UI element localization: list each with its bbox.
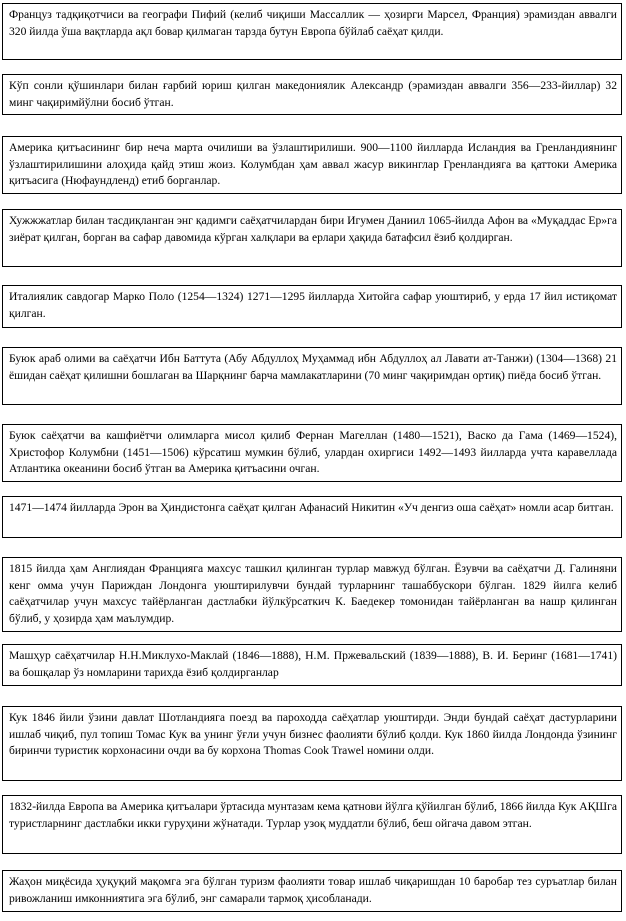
fact-box (2, 496, 622, 538)
fact-box (2, 209, 622, 267)
fact-box (2, 347, 622, 405)
fact-text: Жаҳон миқёсида ҳуқуқий мақомга эга бўлган туризм фаолияти товар ишлаб чиқаришдан 10 баробар тез суръатлар билан ривожланиш имконниятига эга бўлиб, энг самарали тармоқ ҳисобланади. (9, 875, 617, 905)
fact-box (2, 3, 622, 60)
fact-box (2, 557, 622, 632)
fact-box (2, 285, 622, 328)
fact-box (2, 424, 622, 482)
fact-text: 1815 йилда ҳам Англиядан Францияга махсус ташкил қилинган турлар мавжуд бўлган. Ёзувчи ва саёҳатчи Д. Галиняни кенг омма учун Париждан Лондонга уюштирилувчи бундай турларнинг ташаббускори бўлган. 1829 йилга келиб саёҳатчилар учун махсус тайёрланган дастлабки йўлкўрсаткич К. Баедекер томонидан тайёрланган ва нашр қилинган бўлиб, у ҳозирда ҳам маълумдир. (9, 562, 617, 625)
fact-text: Машҳур саёҳатчилар Н.Н.Миклухо-Маклай (1846—1888), Н.М. Пржевальский (1839—1888), В. И. Беринг (1681—1741) ва бошқалар ўз номларини тарихда ёзиб қолдирганлар (9, 649, 617, 679)
fact-box (2, 644, 622, 686)
fact-text: Француз тадқиқотчиси ва географи Пифий (келиб чиқиши Массаллик — ҳозирги Марсел, Франция) эрамиздан аввалги 320 йилда ўша вақтларда ақл бовар қилмаган тарзда бутун Европа бўйлаб саёҳат қилди. (9, 8, 617, 38)
fact-text: Кўп сонли қўшинлари билан ғарбий юриш қилган македониялик Александр (эрамиздан аввалги 356—233-йиллар) 32 минг чақиримйўлни босиб ўтган. (9, 79, 617, 109)
fact-text: Италиялик савдогар Марко Поло (1254—1324) 1271—1295 йилларда Хитойга сафар уюштириб, у ерда 17 йил истиқомат қилган. (9, 290, 617, 320)
fact-box (2, 870, 622, 912)
fact-text: Америка қитъасининг бир неча марта очилиши ва ўзлаштирилиши. 900—1100 йилларда Исландия ва Гренландиянинг ўзлаштирилишини алоҳида қайд этиш жоиз. Колумбдан ҳам аввал жасур викинглар Гренландияга ва қаттоки Америка қитъасига (Нюфаундленд) етиб борганлар. (9, 141, 617, 188)
fact-text: Хужжжатлар билан тасдиқланган энг қадимги саёҳатчилардан бири Игумен Даниил 1065-йилда Афон ва «Муқаддас Ер»га зиёрат қилган, борган ва сафар давомида кўрган халқлари ва ерлари ҳақида батафсил ёзиб қолдирган. (9, 214, 617, 244)
fact-box (2, 706, 622, 781)
fact-text: 1471—1474 йилларда Эрон ва Ҳиндистонга саёҳат қилган Афанасий Никитин «Уч денгиз оша саёҳат» номли асар битган. (9, 501, 614, 514)
fact-text: Кук 1846 йили ўзини давлат Шотландияга поезд ва пароходда саёҳатлар уюштирди. Энди бундай саёҳат дастурларини ишлаб чиқиб, пул топиш Томас Кук ва унинг ўғли учун бизнес фаолияти бўлиб қолди. Кук 1860 йилда Лондонда ўзининг биринчи туристик корхонасини очди ва бу корхона Thomas Cook Trawel номини олди. (9, 711, 617, 758)
fact-text: Буюк араб олими ва саёҳатчи Ибн Баттута (Абу Абдуллоҳ Муҳаммад ибн Абдуллоҳ ал Лавати ат-Танжи) (1304—1368) 21 ёшидан саёҳат қилишни бошлаган ва Шарқнинг барча мамлакатларини (70 минг чақиримдан ортиқ) пиёда босиб ўтган. (9, 352, 617, 382)
fact-text: 1832-йилда Европа ва Америка қитъалари ўртасида мунтазам кема қатнови йўлга қўйилган бўлиб, 1866 йилда Кук АҚШга туристларнинг дастлабки икки гуруҳини жўнатади. Турлар узоқ муддатли бўлиб, беш ойгача давом этган. (9, 800, 617, 830)
fact-box (2, 136, 622, 194)
fact-box (2, 74, 622, 115)
fact-box (2, 795, 622, 854)
fact-text: Буюк саёҳатчи ва кашфиётчи олимларга мисол қилиб Фернан Магеллан (1480—1521), Васко да Гама (1469—1524), Христофор Колумбни (1451—1506) кўрсатиш мумкин бўлиб, улардан охиргиси 1492—1493 йилларда учта каравеллада Атлантика океанини босиб ўтган ва Америка қитъасини очган. (9, 429, 617, 476)
